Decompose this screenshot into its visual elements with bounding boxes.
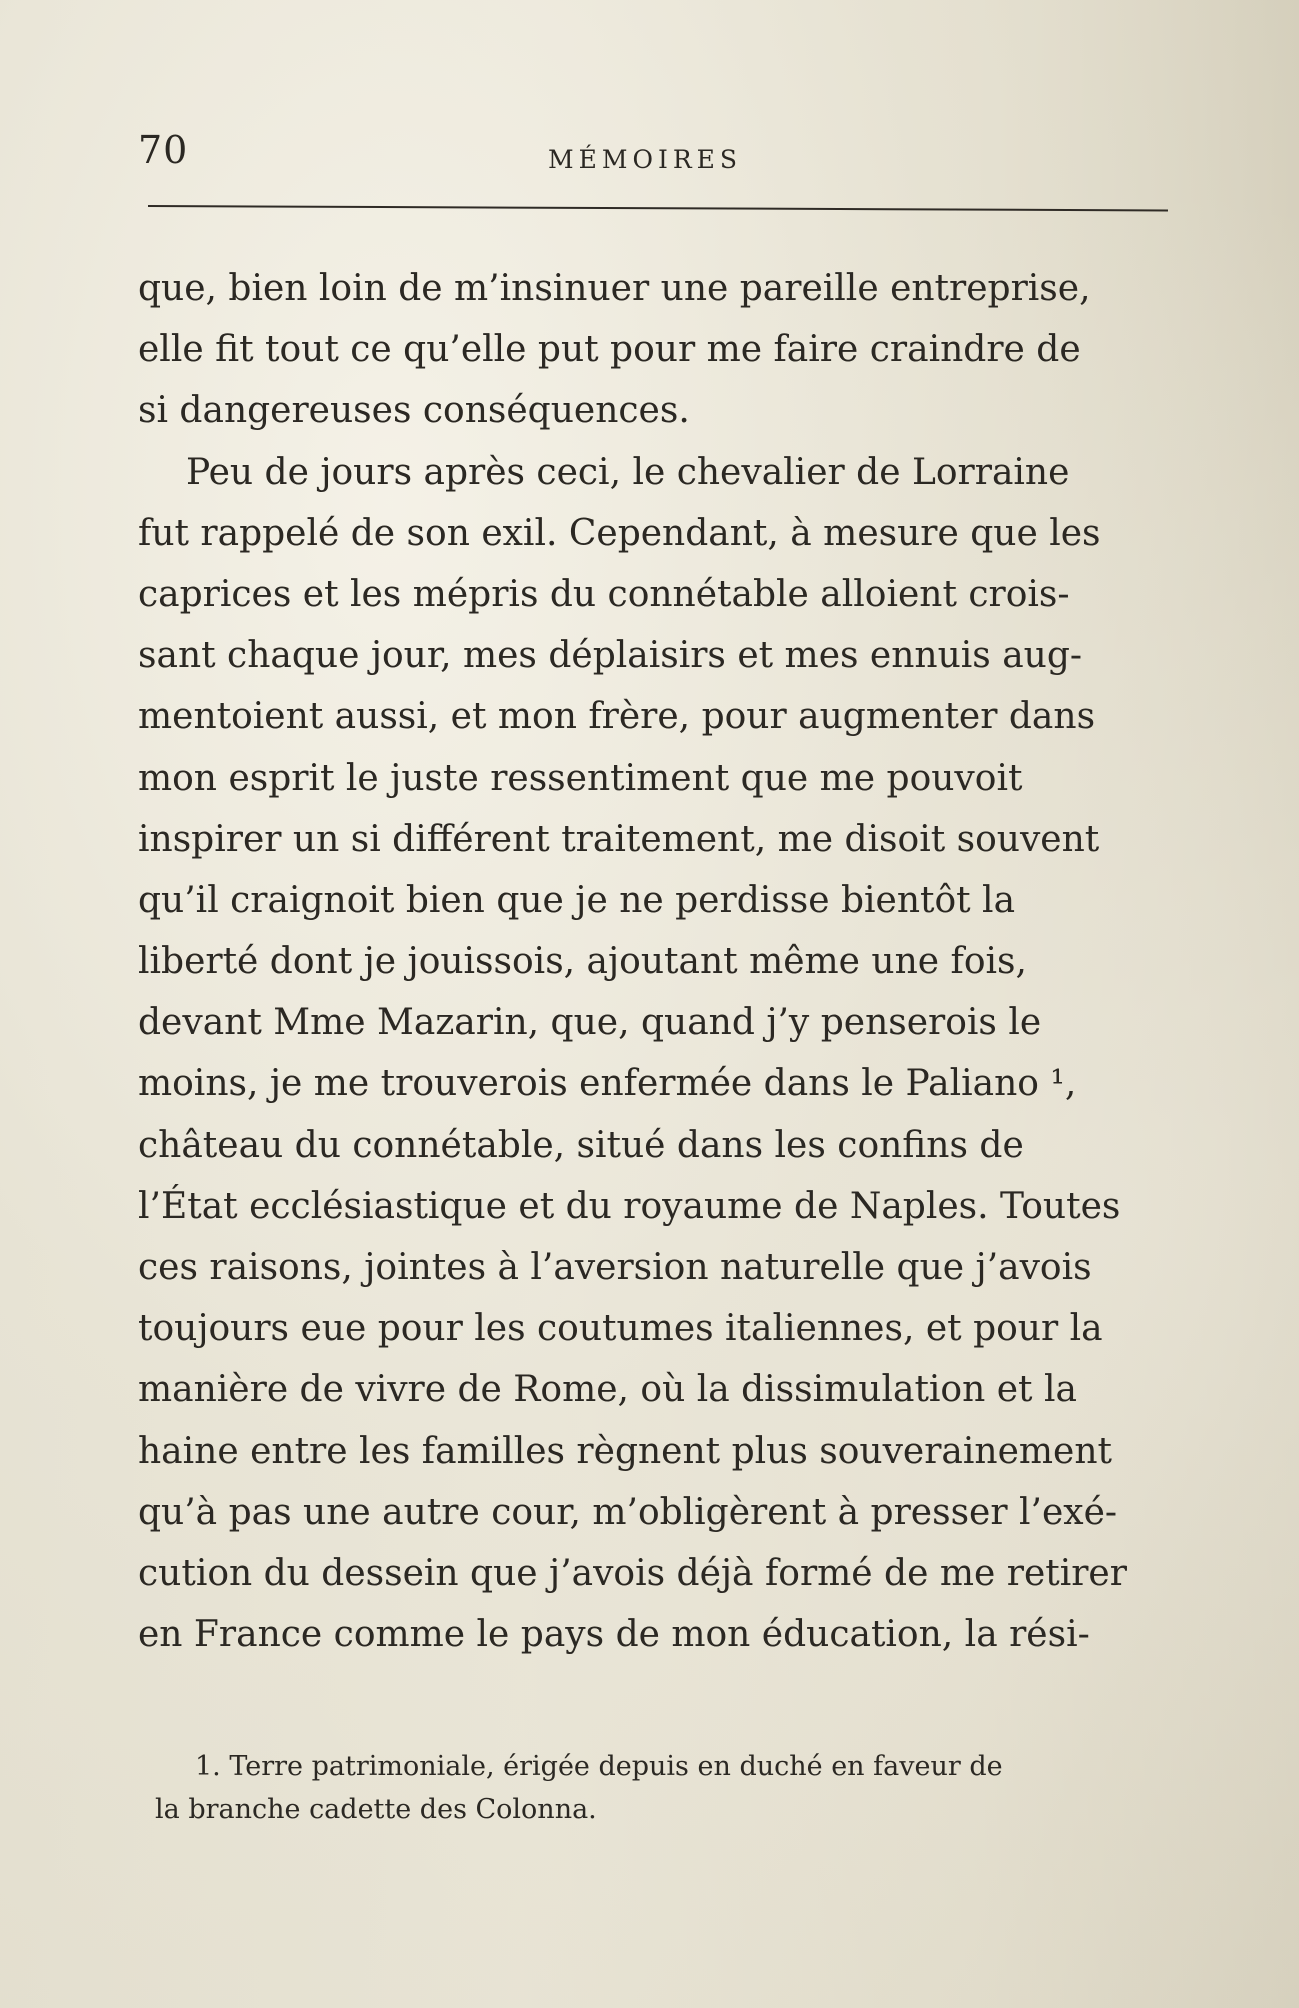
text-line: haine entre les familles règnent plus souverainement: [138, 1430, 1112, 1472]
text-line: si dangereuses conséquences.: [138, 390, 690, 432]
running-title: MÉMOIRES: [548, 145, 743, 174]
body-text: [138, 258, 1178, 1665]
page-number: 70: [138, 128, 189, 172]
text-line: moins, je me trouverois enfermée dans le Paliano ¹,: [138, 1063, 1077, 1105]
header-rule: [148, 205, 1168, 211]
text-line: liberté dont je jouissois, ajoutant même une fois,: [138, 941, 1027, 983]
page-header: [138, 128, 1168, 188]
text-line: elle fit tout ce qu’elle put pour me faire craindre de: [138, 329, 1081, 371]
footnotes: [155, 1745, 1165, 1831]
text-line: inspirer un si différent traitement, me disoit souvent: [138, 818, 1100, 860]
text-line: ces raisons, jointes à l’aversion naturelle que j’avois: [138, 1247, 1092, 1288]
text-line: manière de vivre de Rome, où la dissimulation et la: [138, 1369, 1077, 1411]
text-line: caprices et les mépris du connétable alloient crois-: [138, 573, 1070, 615]
text-line: cution du dessein que j’avois déjà formé de me retirer: [138, 1552, 1127, 1594]
text-line: en France comme le pays de mon éducation, la rési-: [138, 1614, 1090, 1656]
text-line: qu’il craignoit bien que je ne perdisse bientôt la: [138, 879, 1016, 921]
text-line: mentoient aussi, et mon frère, pour augmenter dans: [138, 696, 1096, 738]
text-line: l’État ecclésiastique et du royaume de Naples. Toutes: [138, 1185, 1121, 1227]
footnote-line: 1. Terre patrimoniale, érigée depuis en duché en faveur de: [195, 1751, 1003, 1782]
text-line: devant Mme Mazarin, que, quand j’y penserois le: [138, 1002, 1042, 1044]
text-line: toujours eue pour les coutumes italiennes, et pour la: [138, 1308, 1103, 1350]
text-line: qu’à pas une autre cour, m’obligèrent à presser l’exé-: [138, 1491, 1118, 1533]
text-line: Peu de jours après ceci, le chevalier de Lorraine: [186, 451, 1070, 493]
text-line: que, bien loin de m’insinuer une pareille entreprise,: [138, 268, 1091, 309]
text-line: fut rappelé de son exil. Cependant, à mesure que les: [138, 512, 1101, 554]
text-line: sant chaque jour, mes déplaisirs et mes ennuis aug-: [138, 635, 1083, 677]
text-line: mon esprit le juste ressentiment que me pouvoit: [138, 757, 1023, 799]
footnote-line: la branche cadette des Colonna.: [155, 1794, 597, 1825]
text-line: château du connétable, situé dans les confins de: [138, 1124, 1024, 1166]
